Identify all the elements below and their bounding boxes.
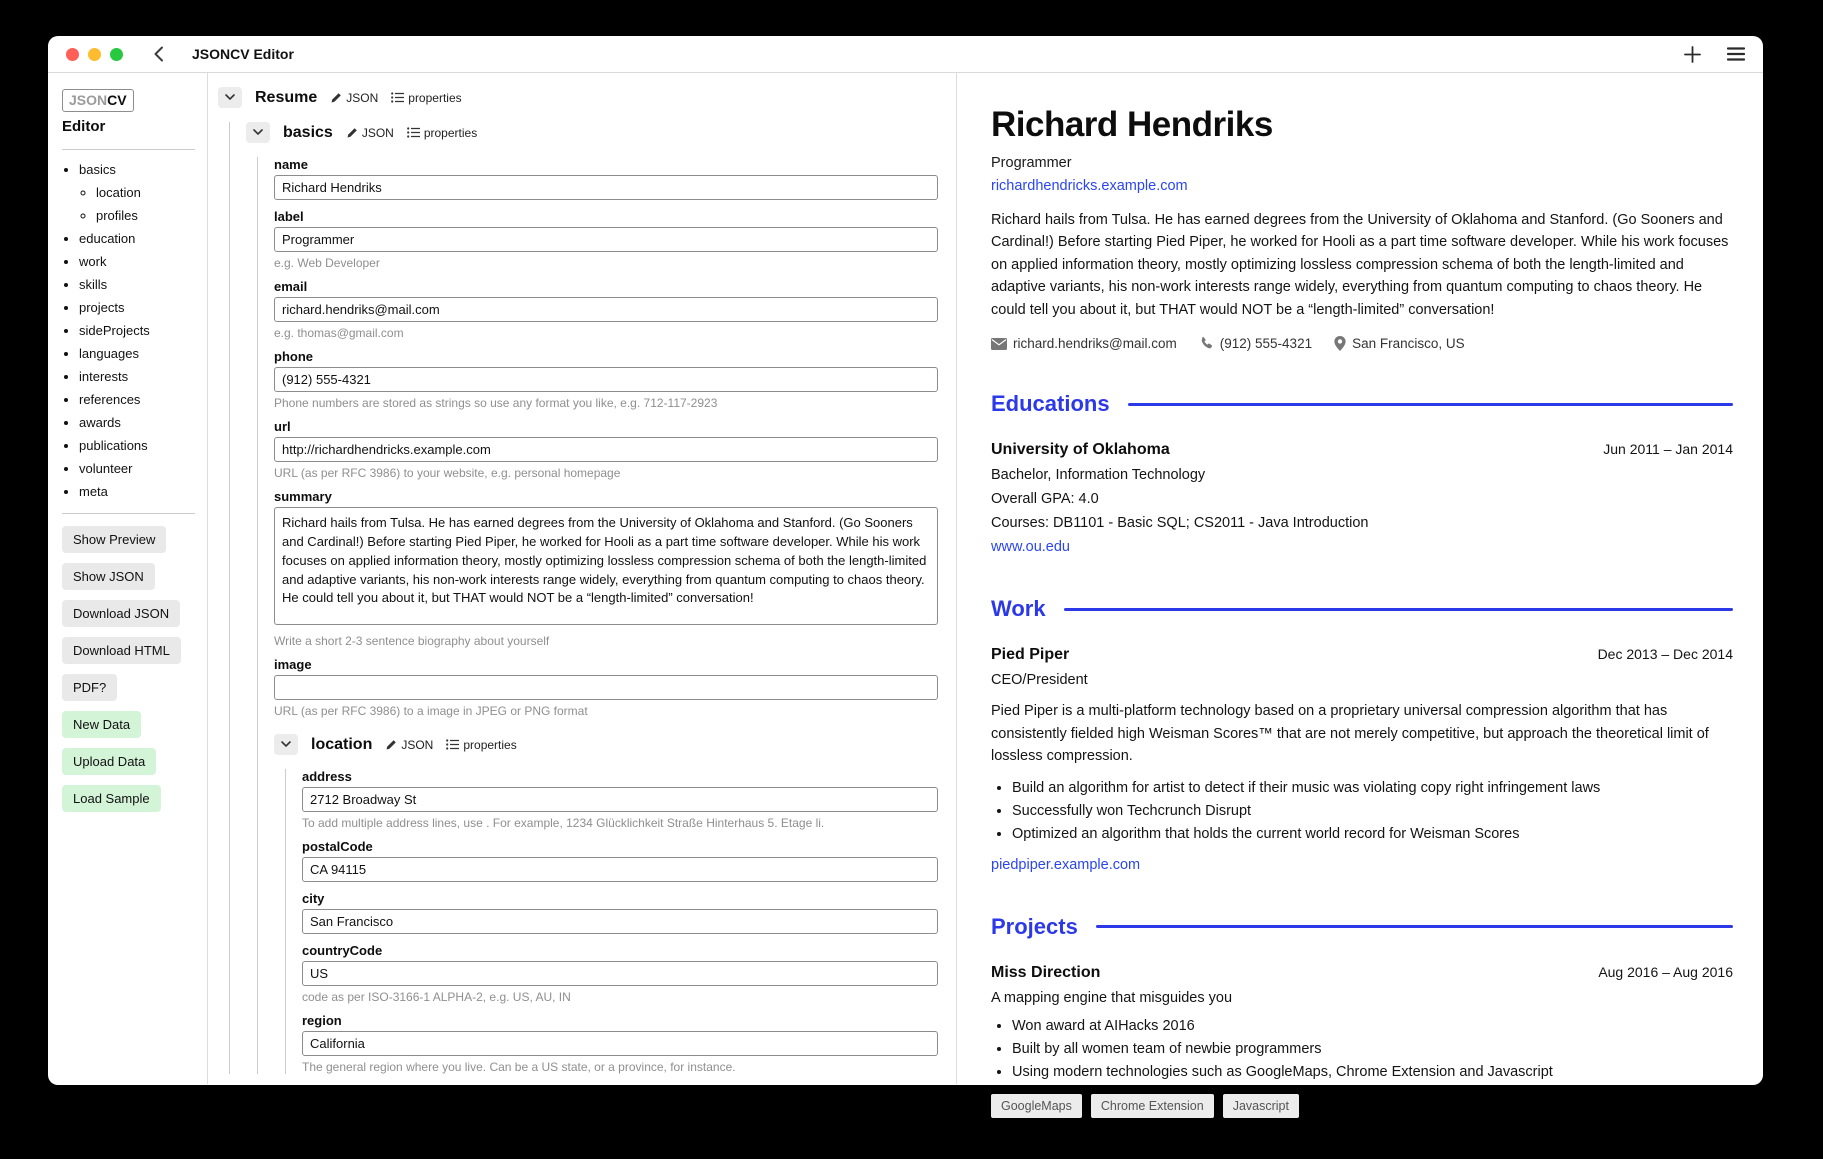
field-label: postalCode	[302, 839, 373, 854]
sidebar-item-volunteer[interactable]: • volunteer	[79, 461, 195, 476]
plus-icon	[1684, 46, 1701, 63]
education-gpa: Overall GPA: 4.0	[991, 491, 1099, 508]
field-postalCode	[302, 839, 938, 882]
city-input[interactable]	[302, 909, 938, 934]
zoom-window-button[interactable]	[110, 48, 123, 61]
titlebar	[48, 36, 1763, 73]
education-link[interactable]: www.ou.edu	[991, 539, 1070, 556]
field-phone	[274, 349, 938, 410]
name-input[interactable]	[274, 175, 938, 200]
field-hint: The general region where you live. Can be a US state, or a province, for instance.	[302, 1060, 736, 1074]
location-json-button[interactable]: JSON	[385, 738, 433, 752]
contact-phone: (912) 555-4321	[1199, 336, 1312, 351]
sidebar-divider-2	[62, 513, 195, 514]
basics-section-header	[246, 122, 938, 143]
basics-properties-button[interactable]: properties	[407, 126, 477, 140]
sidebar-item-location[interactable]: ◦ location	[96, 185, 195, 200]
countrycode-input[interactable]	[302, 961, 938, 986]
jsoncv-logo	[62, 89, 134, 112]
preview-pane	[957, 73, 1763, 1113]
chevron-left-icon	[153, 46, 164, 62]
sidebar	[48, 73, 208, 1084]
logo-subtitle: Editor	[62, 118, 106, 135]
chevron-down-icon	[281, 741, 291, 748]
work-position: CEO/President	[991, 672, 1088, 689]
pdf-button[interactable]: PDF?	[62, 674, 117, 701]
work-heading: Work	[991, 596, 1046, 622]
resume-json-button[interactable]: JSON	[330, 91, 378, 105]
field-label: address	[302, 769, 352, 784]
field-label-title	[274, 209, 938, 270]
image-input[interactable]	[274, 675, 938, 700]
field-hint: e.g. Web Developer	[274, 256, 380, 270]
company-name: Pied Piper	[991, 646, 1070, 664]
pencil-icon	[330, 92, 342, 104]
logo-part-json: JSON	[69, 92, 108, 108]
resume-website-link[interactable]: richardhendricks.example.com	[991, 178, 1188, 194]
sidebar-item-publications[interactable]: • publications	[79, 438, 195, 453]
sidebar-item-sideProjects[interactable]: • sideProjects	[79, 323, 195, 338]
field-label: url	[274, 419, 291, 434]
field-label: summary	[274, 489, 332, 504]
educations-heading: Educations	[991, 391, 1110, 417]
sidebar-item-references[interactable]: • references	[79, 392, 195, 407]
sidebar-item-interests[interactable]: • interests	[79, 369, 195, 384]
project-name: Miss Direction	[991, 963, 1101, 981]
keyword-chip: Chrome Extension	[1091, 1094, 1214, 1118]
sidebar-item-awards[interactable]: • awards	[79, 415, 195, 430]
work-highlight: • Successfully won Techcrunch Disrupt	[1012, 803, 1733, 819]
resume-properties-button[interactable]: properties	[391, 91, 461, 105]
address-input[interactable]	[302, 787, 938, 812]
editor-pane	[208, 73, 957, 1084]
work-highlight: • Build an algorithm for artist to detect if their music was violating copy right infringement laws	[1012, 780, 1733, 796]
heading-rule	[1096, 925, 1733, 928]
close-window-button[interactable]	[66, 48, 79, 61]
download-html-button[interactable]: Download HTML	[62, 637, 181, 664]
field-label: label	[274, 209, 304, 224]
minimize-window-button[interactable]	[88, 48, 101, 61]
sidebar-item-work[interactable]: • work	[79, 254, 195, 269]
field-address	[302, 769, 938, 830]
contact-location: San Francisco, US	[1334, 336, 1465, 351]
window-title: JSONCV Editor	[192, 46, 294, 62]
institution-name: University of Oklahoma	[991, 441, 1170, 459]
basics-section-title: basics	[283, 123, 333, 141]
back-button[interactable]	[153, 46, 164, 62]
region-input[interactable]	[302, 1031, 938, 1056]
phone-input[interactable]	[274, 367, 938, 392]
project-highlight: • Using modern technologies such as GoogleMaps, Chrome Extension and Javascript	[1012, 1064, 1733, 1080]
resume-summary: Richard hails from Tulsa. He has earned degrees from the University of Oklahoma and Stanford. (Go Sooners and Cardinal!) Before starting Pied Piper, he worked for Hooli as a part time software developer. While his work focuses on applied information theory, mostly optimizing lossless compression schema of both the length-limited and adaptive variants, his non-work interests range widely, everything from quantum computing to chaos theory. He could tell you about it, but THAT would NOT be a “length-limited” conversation!	[991, 212, 1729, 318]
menu-button[interactable]	[1727, 47, 1745, 61]
field-hint: URL (as per RFC 3986) to your website, e.g. personal homepage	[274, 466, 621, 480]
resume-section-body	[229, 122, 938, 1074]
heading-rule	[1128, 403, 1733, 406]
url-input[interactable]	[274, 437, 938, 462]
field-label: name	[274, 157, 308, 172]
sidebar-item-basics[interactable]: • basics ◦ location ◦ profiles	[79, 162, 195, 223]
field-hint: e.g. thomas@gmail.com	[274, 326, 404, 340]
work-highlight: • Optimized an algorithm that holds the current world record for Weisman Scores	[1012, 826, 1733, 842]
field-label: email	[274, 279, 308, 294]
chevron-down-icon	[225, 94, 235, 101]
resume-section-header	[218, 87, 938, 108]
field-url	[274, 419, 938, 480]
basics-collapse-button[interactable]	[246, 122, 270, 143]
field-city	[302, 891, 938, 934]
education-degree: Bachelor, Information Technology	[991, 467, 1206, 484]
email-input[interactable]	[274, 297, 938, 322]
field-summary	[274, 489, 938, 648]
work-dates: Dec 2013 – Dec 2014	[1597, 646, 1733, 663]
traffic-lights	[66, 48, 123, 61]
field-label: phone	[274, 349, 313, 364]
sidebar-divider	[62, 149, 195, 150]
keyword-chip: GoogleMaps	[991, 1094, 1082, 1118]
heading-rule	[1064, 608, 1733, 611]
projects-heading: Projects	[991, 913, 1078, 939]
project-description: A mapping engine that misguides you	[991, 989, 1233, 1006]
educations-section	[991, 391, 1733, 556]
work-section	[991, 596, 1733, 873]
sidebar-nav	[62, 162, 195, 499]
load-sample-button[interactable]: Load Sample	[62, 785, 161, 812]
app-window	[48, 36, 1763, 1113]
project-highlight: • Built by all women team of newbie programmers	[1012, 1041, 1733, 1057]
logo-part-cv: CV	[107, 92, 127, 108]
work-summary: Pied Piper is a multi-platform technology based on a proprietary universal compression algorithm that has consistently fielded high Weisman Scores™ that are not merely competitive, but approach the theoretical limit of lossless compression.	[991, 703, 1709, 765]
summary-textarea[interactable]	[274, 507, 938, 625]
project-keywords	[991, 1094, 1733, 1118]
resume-job-title: Programmer	[991, 155, 1072, 171]
project-entry	[991, 964, 1733, 1118]
postalcode-input[interactable]	[302, 857, 938, 882]
pencil-icon	[385, 739, 397, 751]
location-section-title: location	[311, 735, 373, 753]
work-entry	[991, 646, 1733, 873]
list-icon	[407, 127, 420, 138]
basics-json-button[interactable]: JSON	[346, 126, 394, 140]
work-link[interactable]: piedpiper.example.com	[991, 856, 1141, 873]
field-label: image	[274, 657, 312, 672]
field-hint: To add multiple address lines, use . For example, 1234 Glücklichkeit Straße Hinterhaus 5. Etage li.	[302, 816, 825, 830]
chevron-down-icon	[253, 129, 263, 136]
sidebar-item-languages[interactable]: • languages	[79, 346, 195, 361]
education-dates: Jun 2011 – Jan 2014	[1603, 441, 1733, 458]
project-dates: Aug 2016 – Aug 2016	[1598, 963, 1733, 980]
upload-data-button[interactable]: Upload Data	[62, 748, 156, 775]
project-highlight: • Won award at AIHacks 2016	[1012, 1018, 1733, 1034]
resume-section-title: Resume	[255, 88, 318, 106]
project-highlights	[991, 1018, 1733, 1080]
field-countryCode	[302, 943, 938, 1004]
envelope-icon	[991, 338, 1007, 350]
show-preview-button[interactable]: Show Preview	[62, 526, 166, 553]
field-label: region	[302, 1013, 342, 1028]
field-region	[302, 1013, 938, 1074]
field-name	[274, 157, 938, 200]
resume-name: Richard Hendriks	[991, 105, 1273, 144]
pencil-icon	[346, 127, 358, 139]
sidebar-item-profiles[interactable]: ◦ profiles	[96, 208, 195, 223]
field-label: countryCode	[302, 943, 383, 958]
sidebar-item-meta[interactable]: • meta	[79, 484, 195, 499]
label-input[interactable]	[274, 227, 938, 252]
basics-section-body	[257, 157, 938, 1074]
resume-collapse-button[interactable]	[218, 87, 242, 108]
education-entry	[991, 441, 1733, 556]
location-collapse-button[interactable]	[274, 734, 298, 755]
education-courses: Courses: DB1101 - Basic SQL; CS2011 - Java Introduction	[991, 515, 1369, 532]
projects-section	[991, 914, 1733, 1118]
field-hint: URL (as per RFC 3986) to a image in JPEG or PNG format	[274, 704, 588, 718]
field-email	[274, 279, 938, 340]
sidebar-item-education[interactable]: • education	[79, 231, 195, 246]
hamburger-icon	[1727, 47, 1745, 61]
list-icon	[446, 739, 459, 750]
work-highlights	[991, 780, 1733, 842]
location-section	[274, 734, 938, 1074]
location-section-body	[285, 769, 938, 1074]
sidebar-item-projects[interactable]: • projects	[79, 300, 195, 315]
new-tab-button[interactable]	[1684, 46, 1701, 63]
download-json-button[interactable]: Download JSON	[62, 600, 180, 627]
sidebar-item-skills[interactable]: • skills	[79, 277, 195, 292]
field-hint: Write a short 2-3 sentence biography about yourself	[274, 634, 550, 648]
contact-row	[991, 336, 1733, 351]
keyword-chip: Javascript	[1223, 1094, 1299, 1118]
location-section-header	[274, 734, 938, 755]
contact-email: richard.hendriks@mail.com	[991, 336, 1177, 351]
location-properties-button[interactable]: properties	[446, 738, 516, 752]
field-hint: code as per ISO-3166-1 ALPHA-2, e.g. US, AU, IN	[302, 990, 571, 1004]
field-hint: Phone numbers are stored as strings so use any format you like, e.g. 712-117-2923	[274, 396, 718, 410]
new-data-button[interactable]: New Data	[62, 711, 141, 738]
location-pin-icon	[1334, 336, 1346, 351]
phone-icon	[1199, 336, 1214, 351]
field-image	[274, 657, 938, 718]
show-json-button[interactable]: Show JSON	[62, 563, 155, 590]
list-icon	[391, 92, 404, 103]
field-label: city	[302, 891, 325, 906]
